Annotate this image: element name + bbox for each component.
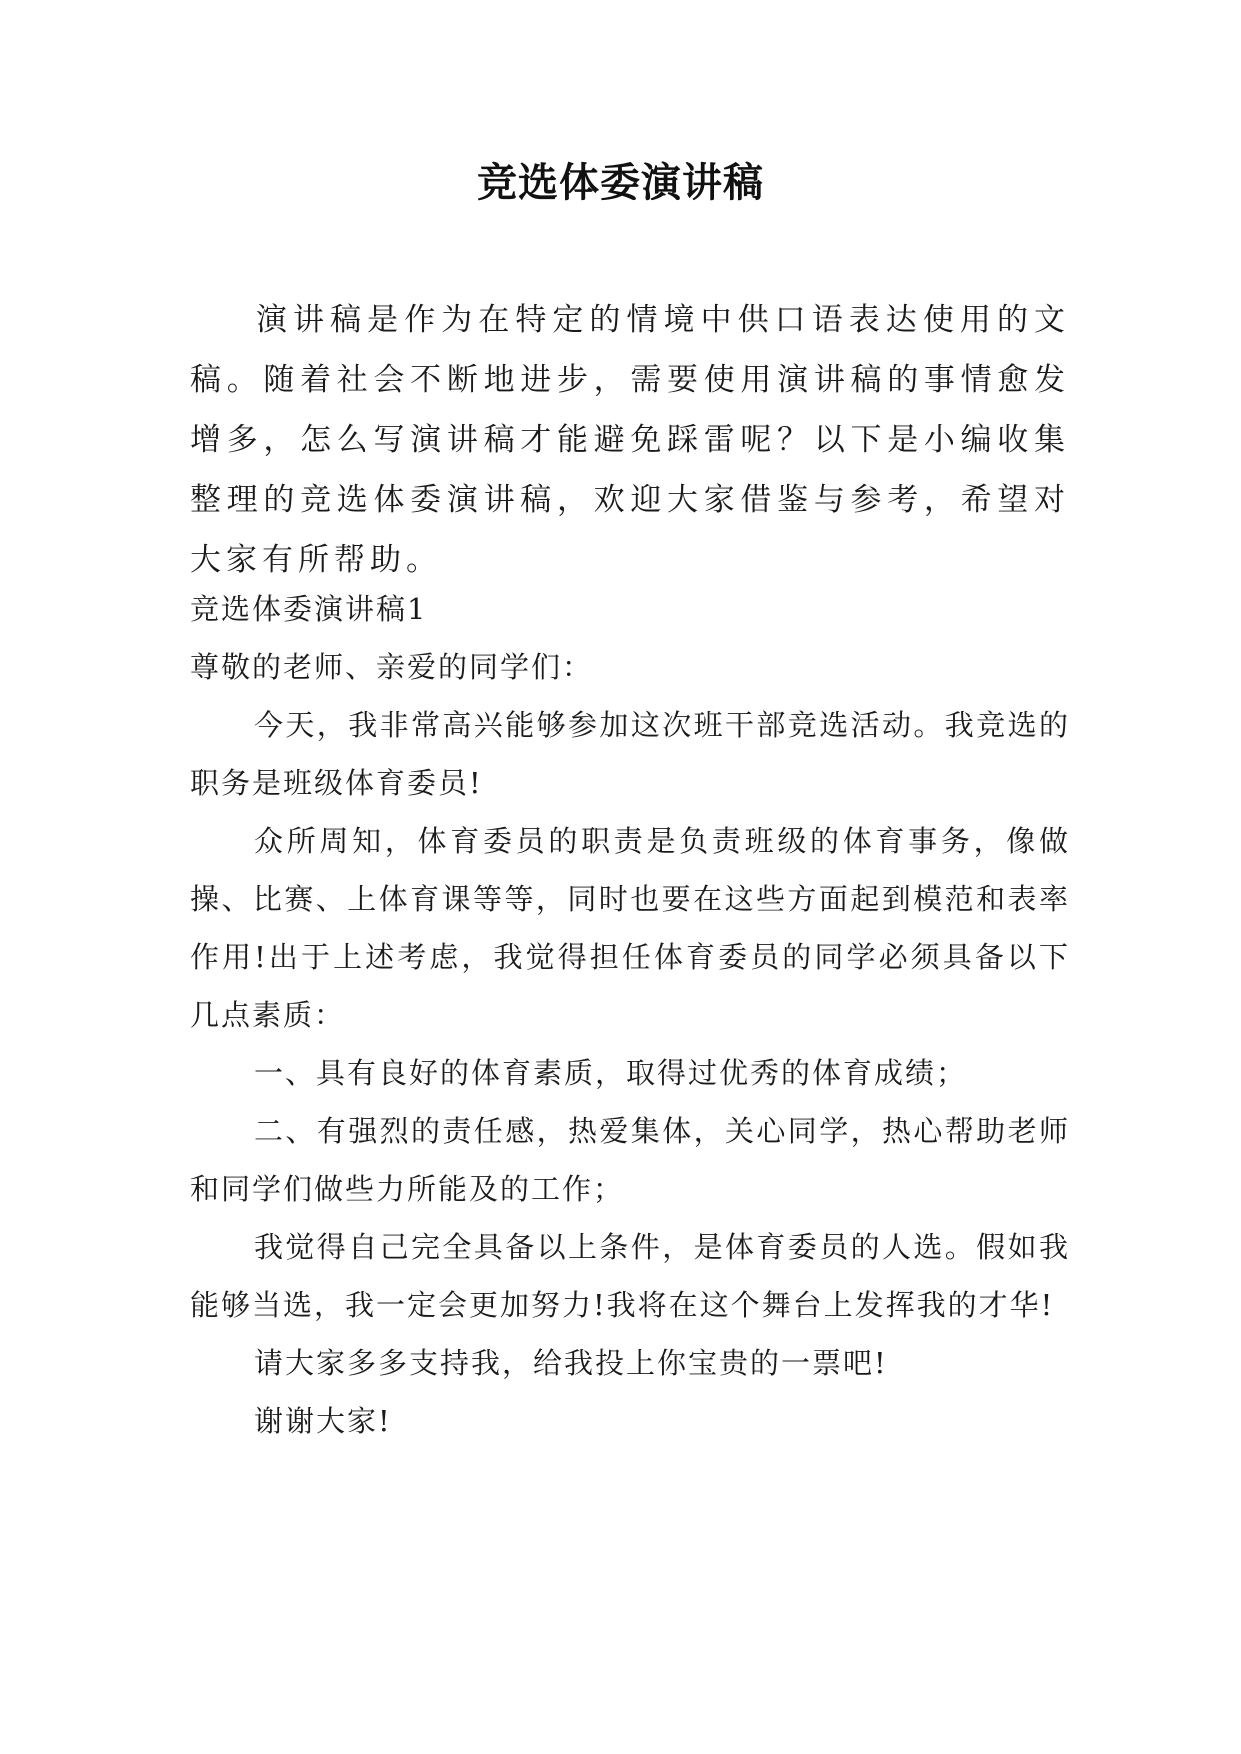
- body-paragraph: 我觉得自己完全具备以上条件，是体育委员的人选。假如我能够当选，我一定会更加努力!我将在这个舞台上发挥我的才华!: [190, 1230, 1070, 1322]
- document-title: 竞选体委演讲稿: [477, 160, 764, 206]
- closing-line: 谢谢大家!: [254, 1404, 392, 1438]
- body-paragraph: 众所周知，体育委员的职责是负责班级的体育事务，像做操、比赛、上体育课等等，同时也要在这些方面起到模范和表率作用!出于上述考虑，我觉得担任体育委员的同学必须具备以下几点素质：: [190, 824, 1070, 1032]
- body-paragraph: 二、有强烈的责任感，热爱集体，关心同学，热心帮助老师和同学们做些力所能及的工作；: [190, 1114, 1070, 1206]
- salutation: 尊敬的老师、亲爱的同学们：: [190, 650, 594, 684]
- intro-paragraph: 演讲稿是作为在特定的情境中供口语表达使用的文稿。随着社会不断地进步，需要使用演讲稿的事情愈发增多，怎么写演讲稿才能避免踩雷呢？以下是小编收集整理的竞选体委演讲稿，欢迎大家借鉴与参考，希望对大家有所帮助。: [190, 302, 1070, 578]
- speech-body: [190, 580, 1070, 1450]
- body-paragraph: 今天，我非常高兴能够参加这次班干部竞选活动。我竞选的职务是班级体育委员!: [190, 708, 1070, 800]
- section-heading: 竞选体委演讲稿1: [190, 592, 428, 626]
- body-paragraph: 请大家多多支持我，给我投上你宝贵的一票吧!: [254, 1346, 888, 1380]
- body-paragraph: 一、具有良好的体育素质，取得过优秀的体育成绩；: [254, 1056, 968, 1090]
